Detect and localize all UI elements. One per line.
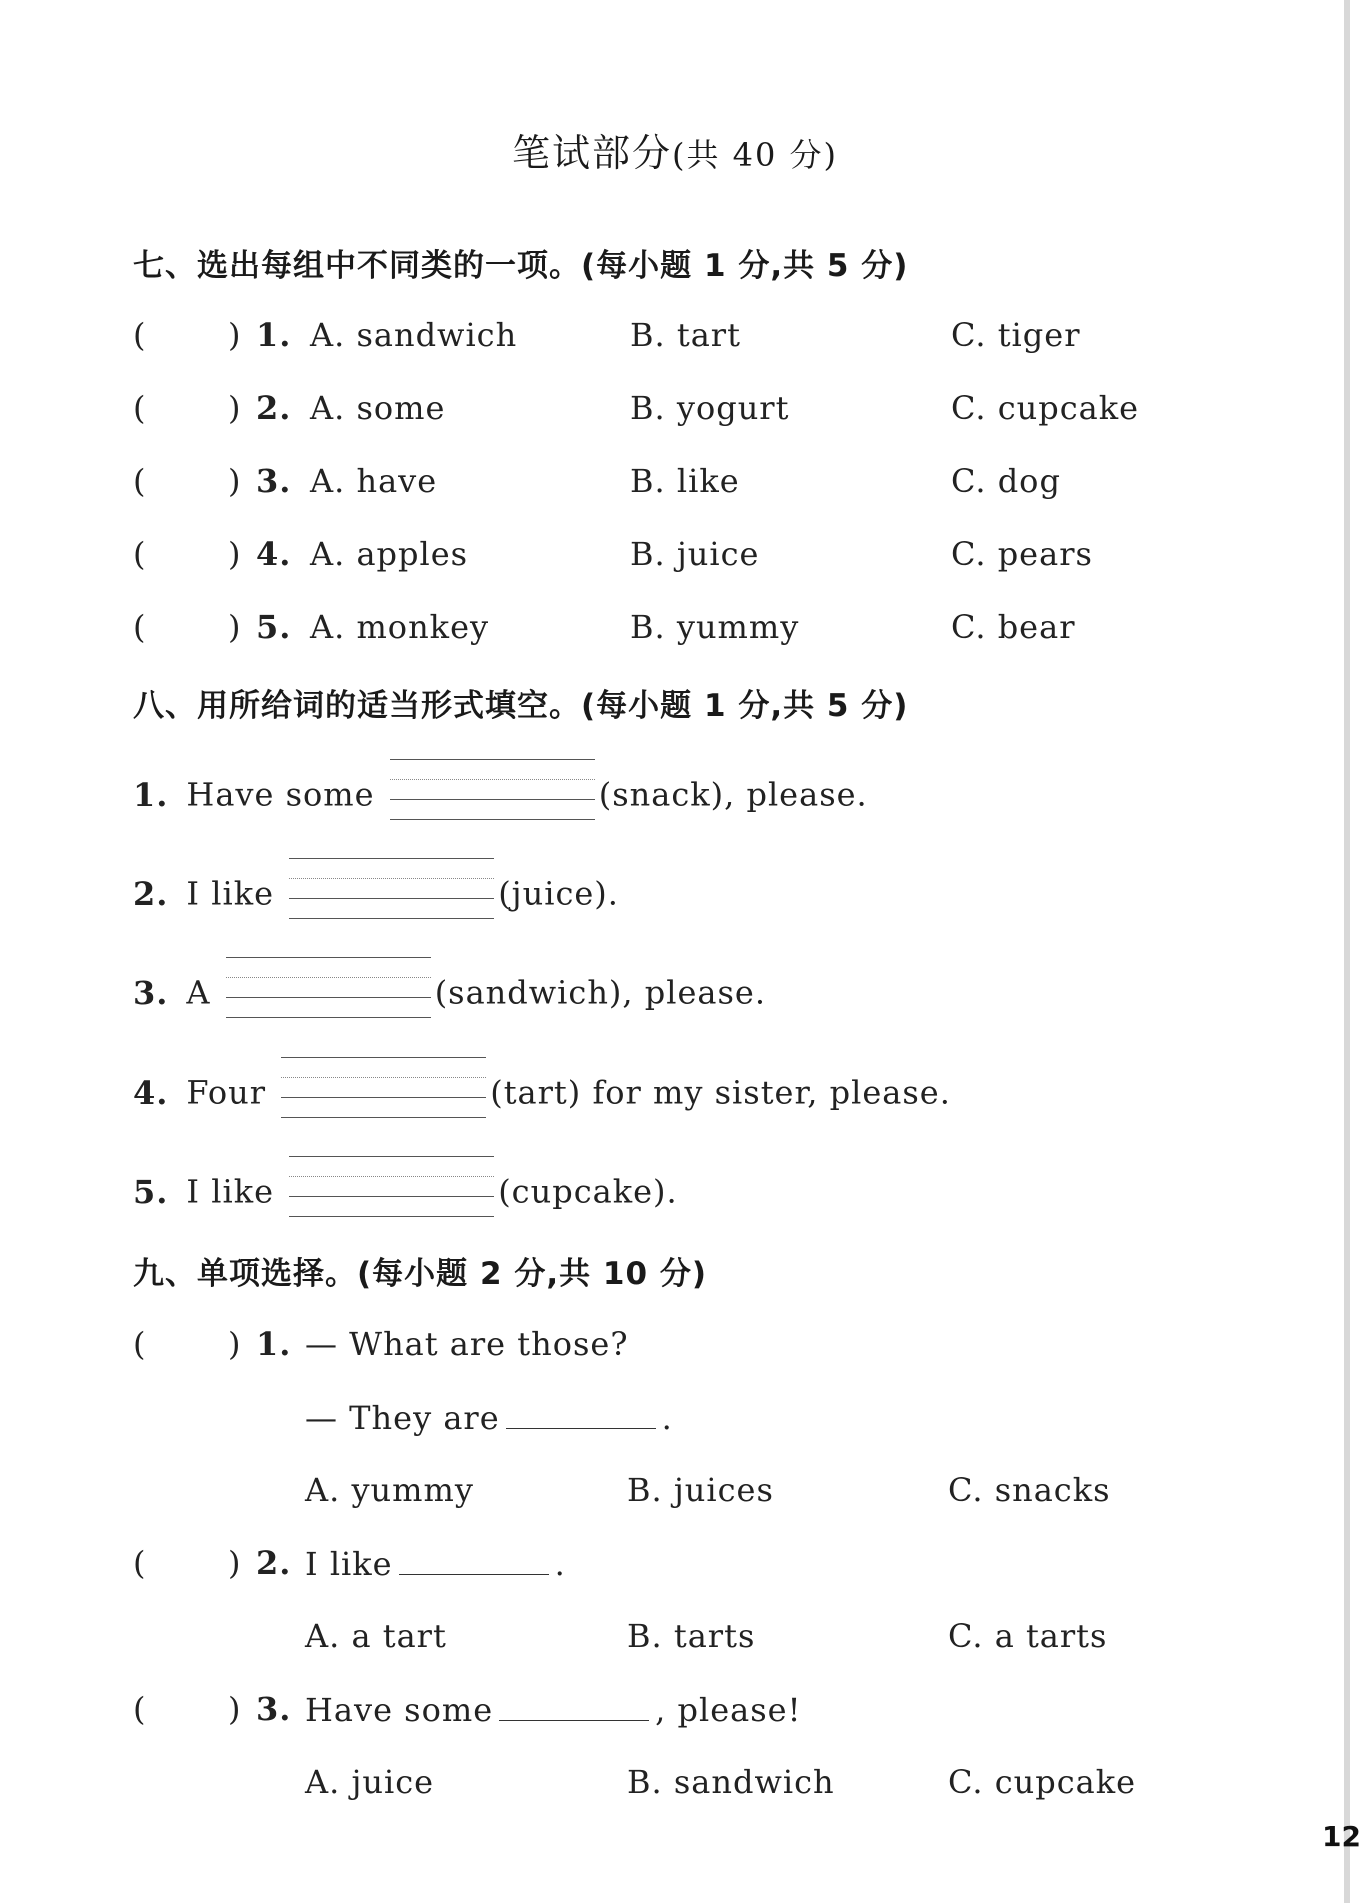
s8-question-4	[133, 1063, 951, 1112]
sentence-before: I like	[186, 1172, 275, 1211]
option-c[interactable]: C. bear	[951, 608, 1076, 646]
question-end: .	[661, 1399, 673, 1437]
option-c[interactable]: C. pears	[951, 535, 1093, 573]
option-c[interactable]: C. cupcake	[948, 1763, 1137, 1801]
answer-paren-open[interactable]: (	[133, 389, 147, 427]
option-a[interactable]: A. some	[310, 389, 446, 427]
answer-paren-close: )	[228, 1690, 242, 1728]
four-line-blank[interactable]	[281, 1057, 486, 1121]
option-b[interactable]: B. like	[630, 462, 740, 500]
answer-blank[interactable]	[506, 1398, 656, 1429]
option-c[interactable]: C. dog	[951, 462, 1061, 500]
question-text: — What are those?	[305, 1325, 629, 1363]
question-number: 4.	[256, 535, 292, 573]
four-line-blank[interactable]	[289, 1156, 494, 1220]
s8-question-2	[133, 864, 619, 913]
option-a[interactable]: A. yummy	[305, 1471, 474, 1509]
question-end: , please!	[655, 1691, 802, 1729]
option-a[interactable]: A. monkey	[310, 608, 490, 646]
option-a[interactable]: A. sandwich	[310, 316, 518, 354]
answer-blank[interactable]	[499, 1690, 649, 1721]
option-a[interactable]: A. a tart	[305, 1617, 447, 1655]
title-main: 笔试部分	[511, 131, 672, 175]
answer-paren-close: )	[228, 389, 242, 427]
four-line-blank[interactable]	[390, 759, 595, 823]
question-text: I like	[305, 1545, 393, 1583]
sentence-after: (snack), please.	[598, 775, 868, 814]
question-number: 5.	[133, 1172, 169, 1211]
answer-blank[interactable]	[399, 1544, 549, 1575]
page-number: 12	[1322, 1820, 1361, 1853]
answer-paren-open[interactable]: (	[133, 535, 147, 573]
option-a[interactable]: A. have	[310, 462, 438, 500]
answer-paren-close: )	[228, 316, 242, 354]
section-9-heading: 九、单项选择。(每小题 2 分,共 10 分)	[133, 1256, 707, 1292]
option-a[interactable]: A. apples	[310, 535, 469, 573]
question-number: 1.	[256, 316, 292, 354]
four-line-blank[interactable]	[226, 957, 431, 1021]
answer-paren-open[interactable]: (	[133, 316, 147, 354]
question-number: 3.	[256, 1690, 292, 1728]
answer-paren-open[interactable]: (	[133, 1544, 147, 1582]
option-c[interactable]: C. a tarts	[948, 1617, 1108, 1655]
question-number: 2.	[256, 1544, 292, 1582]
option-a[interactable]: A. juice	[305, 1763, 435, 1801]
section-7-heading: 七、选出每组中不同类的一项。(每小题 1 分,共 5 分)	[133, 248, 909, 284]
page-title	[0, 122, 1350, 177]
option-b[interactable]: B. juices	[627, 1471, 774, 1509]
question-number: 3.	[133, 973, 169, 1012]
option-c[interactable]: C. snacks	[948, 1471, 1111, 1509]
answer-paren-open[interactable]: (	[133, 1325, 147, 1363]
four-line-blank[interactable]	[289, 858, 494, 922]
option-b[interactable]: B. tarts	[627, 1617, 756, 1655]
s8-question-3	[133, 963, 767, 1012]
sentence-after: (sandwich), please.	[434, 973, 767, 1012]
sentence-before: I like	[186, 874, 275, 913]
sentence-after: (cupcake).	[498, 1172, 678, 1211]
answer-paren-open[interactable]: (	[133, 1690, 147, 1728]
section-8-heading: 八、用所给词的适当形式填空。(每小题 1 分,共 5 分)	[133, 688, 909, 724]
answer-paren-open[interactable]: (	[133, 608, 147, 646]
option-b[interactable]: B. juice	[630, 535, 760, 573]
question-number: 2.	[256, 389, 292, 427]
title-sub: (共 40 分)	[671, 136, 839, 174]
question-number: 5.	[256, 608, 292, 646]
sentence-after: (tart) for my sister, please.	[490, 1073, 951, 1112]
s8-question-5	[133, 1162, 678, 1211]
answer-paren-close: )	[228, 462, 242, 500]
question-number: 2.	[133, 874, 169, 913]
answer-paren-close: )	[228, 1325, 242, 1363]
sentence-before: Four	[186, 1073, 267, 1112]
option-c[interactable]: C. cupcake	[951, 389, 1140, 427]
option-b[interactable]: B. yogurt	[630, 389, 790, 427]
page-edge-tab	[1344, 0, 1350, 1903]
option-b[interactable]: B. yummy	[630, 608, 800, 646]
question-number: 1.	[133, 775, 169, 814]
question-text: — They are	[305, 1399, 500, 1437]
sentence-before: A	[186, 973, 211, 1012]
question-number: 3.	[256, 462, 292, 500]
answer-paren-open[interactable]: (	[133, 462, 147, 500]
sentence-after: (juice).	[498, 874, 619, 913]
answer-paren-close: )	[228, 1544, 242, 1582]
option-b[interactable]: B. tart	[630, 316, 741, 354]
option-b[interactable]: B. sandwich	[627, 1763, 835, 1801]
sentence-before: Have some	[186, 775, 375, 814]
question-number: 1.	[256, 1325, 292, 1363]
question-text: Have some	[305, 1691, 494, 1729]
answer-paren-close: )	[228, 535, 242, 573]
question-number: 4.	[133, 1073, 169, 1112]
s8-question-1	[133, 765, 868, 814]
question-end: .	[554, 1545, 566, 1583]
answer-paren-close: )	[228, 608, 242, 646]
option-c[interactable]: C. tiger	[951, 316, 1081, 354]
